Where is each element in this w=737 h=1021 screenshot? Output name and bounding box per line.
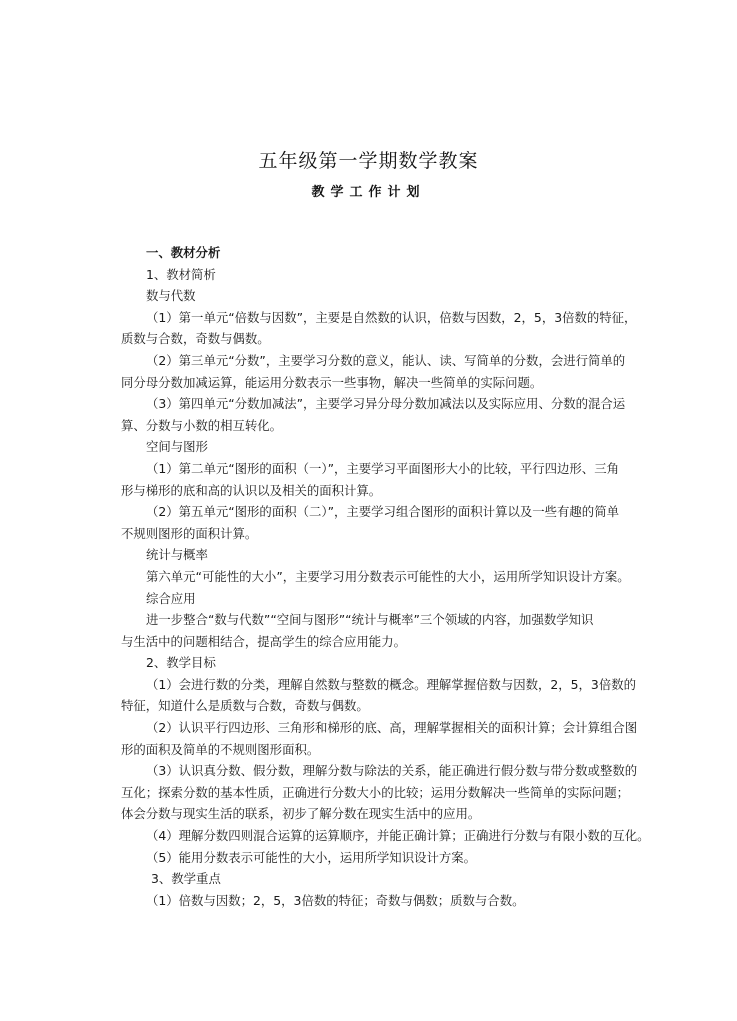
document-body <box>121 242 701 911</box>
paragraph-line: 质数与合数，奇数与偶数。 <box>121 331 270 347</box>
document-title: 五年级第一学期数学教案 <box>258 150 479 172</box>
subsection-heading: 1、教材简析 <box>146 266 216 282</box>
paragraph-line: （2）第三单元“分数”，主要学习分数的意义，能认、读、写简单的分数，会进行简单的 <box>146 352 626 368</box>
subsection-heading: 3、教学重点 <box>151 871 221 887</box>
topic-heading: 综合应用 <box>146 590 196 606</box>
paragraph-line: 不规则图形的面积计算。 <box>121 525 258 541</box>
paragraph-line: （3）第四单元“分数加减法”，主要学习异分母分数加减法以及实际应用、分数的混合运 <box>146 396 626 412</box>
subsection-heading: 2、教学目标 <box>146 655 216 671</box>
paragraph-line: 体会分数与现实生活的联系，初步了解分数在现实生活中的应用。 <box>121 806 481 822</box>
paragraph-line: 形与梯形的底和高的认识以及相关的面积计算。 <box>121 482 382 498</box>
paragraph-line: （1）倍数与因数；2，5，3倍数的特征；奇数与偶数；质数与合数。 <box>146 892 525 908</box>
paragraph-line: 第六单元“可能性的大小”，主要学习用分数表示可能性的大小，运用所学知识设计方案。 <box>146 568 630 584</box>
paragraph-line: 算、分数与小数的相互转化。 <box>121 417 283 433</box>
paragraph-line: （1）第二单元“图形的面积（一）”，主要学习平面图形大小的比较，平行四边形、三角 <box>146 460 619 476</box>
document-subtitle: 教学工作计划 <box>311 185 426 200</box>
paragraph-line: 特征，知道什么是质数与合数，奇数与偶数。 <box>121 698 369 714</box>
topic-heading: 数与代数 <box>146 288 196 304</box>
paragraph-line: 与生活中的问题相结合，提高学生的综合应用能力。 <box>121 633 406 649</box>
paragraph-line: （2）第五单元“图形的面积（二）”，主要学习组合图形的面积计算以及一些有趣的简单 <box>146 504 619 520</box>
section-heading: 一、教材分析 <box>146 245 221 260</box>
paragraph-line: （3）认识真分数、假分数，理解分数与除法的关系，能正确进行假分数与带分数或整数的 <box>146 763 638 779</box>
paragraph-line: （1）第一单元“倍数与因数”，主要是自然数的认识，倍数与因数，2，5，3倍数的特征， <box>146 309 637 325</box>
paragraph-line: 互化；探索分数的基本性质，正确进行分数大小的比较；运用分数解决一些简单的实际问题； <box>121 784 630 800</box>
topic-heading: 统计与概率 <box>146 547 208 563</box>
paragraph-line: 进一步整合“数与代数”“空间与图形”“统计与概率”三个领域的内容，加强数学知识 <box>146 612 594 628</box>
topic-heading: 空间与图形 <box>146 439 208 455</box>
paragraph-line: 同分母分数加减运算，能运用分数表示一些事物，解决一些简单的实际问题。 <box>121 374 543 390</box>
paragraph-line: （4）理解分数四则混合运算的运算顺序，并能正确计算；正确进行分数与有限小数的互化。 <box>146 828 650 844</box>
paragraph-line: （2）认识平行四边形、三角形和梯形的底、高，理解掌握相关的面积计算；会计算组合图 <box>146 720 638 736</box>
paragraph-line: 形的面积及简单的不规则图形面积。 <box>121 741 320 757</box>
paragraph-line: （1）会进行数的分类，理解自然数与整数的概念。理解掌握倍数与因数，2，5，3倍数的 <box>146 676 636 692</box>
paragraph-line: （5）能用分数表示可能性的大小，运用所学知识设计方案。 <box>146 849 477 865</box>
